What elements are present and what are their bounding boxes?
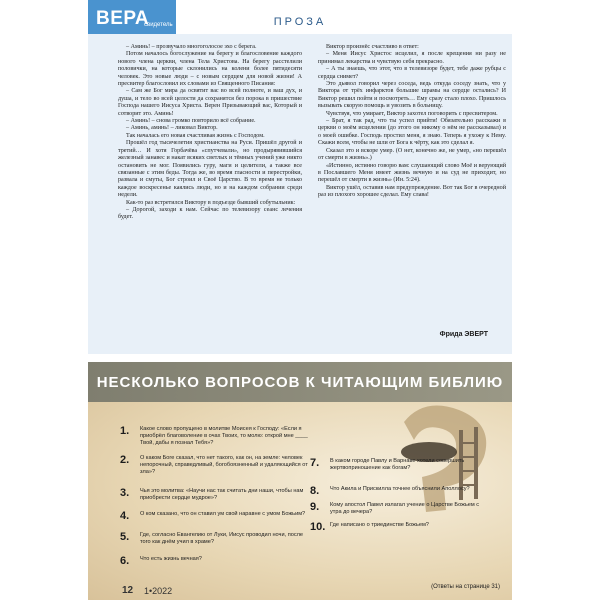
- article-paragraph: – Меня Иисус Христос исцелил, я после крещения ни разу не принимал лекарства и чувствую себя прекрасно.: [318, 51, 506, 65]
- question-text: Чья это молитва: «Научи нас так считать дни наши, чтобы нам приобрести сердце мудрое»?: [140, 488, 304, 501]
- article-block: [88, 34, 512, 354]
- logo-subtitle: свидетель: [144, 22, 173, 28]
- article-paragraph: Виктор ушёл, оставив нам предупреждение. Вот так Бог в очередной раз из плохого хорошее сделал. Ему слава!: [318, 184, 506, 199]
- question-number: 9.: [310, 501, 320, 513]
- issue-number: 1•2022: [144, 586, 173, 596]
- article-paragraph: – Дорогой, заходи к нам. Сейчас по телевизору сеанс лечения будет.: [118, 206, 302, 221]
- question-number: 2.: [120, 454, 130, 466]
- article-paragraph: – Аминь! – снова громко повторило всё собрание.: [126, 118, 256, 125]
- article-paragraph: – Аминь, аминь! – ликовал Виктор.: [126, 125, 218, 132]
- article-column-left: [118, 44, 302, 222]
- quiz-title: НЕСКОЛЬКО ВОПРОСОВ К ЧИТАЮЩИМ БИБЛИЮ: [96, 374, 504, 391]
- question-text: Где, согласно Евангелию от Луки, Иисус проводил ночи, после того как днём учил в храме?: [140, 532, 304, 545]
- question-text: О ком сказано, что он ставил ум свой наравне с умом Божьим?: [140, 511, 306, 517]
- question-number: 7.: [310, 457, 320, 469]
- article-paragraph: – Сам же Бог мира да освятит вас во всей полноте, и ваш дух, и душа, и тело во всей целости да сохранятся без порока в пришествие Господа нашего Иисуса Христа. Верен Призывающий вас, Который и сотворит это. Аминь!: [118, 88, 302, 117]
- question-number: 1.: [120, 425, 130, 437]
- article-paragraph: Прошёл год тысячелетия христианства на Руси. Пришёл другой и третий… И хотя Горбачёва «спутчевали», но продырявившийся железный занавес и накат всяких светлых и тёмных учений уже никто остановить не мог. Появились гуру, маги и целители, а также все связанные с этим беды. Тогда же, во время гласности и перестройки, развала и смуты, Бог строил и Своё Царство. В то время не только каждое воскресенье каялись люди, но и на каждом собрании среди недели.: [118, 140, 302, 199]
- article-author: Фрида ЭВЕРТ: [439, 331, 488, 338]
- question-number: 6.: [120, 555, 130, 567]
- article-paragraph: Потом началось богослужение на берегу и благословение каждого нового члена церкви, члена Тела Христова. На берегу расстелили половички, на которые склонились на колени более пятидесяти человек. Это новые люди – с новым сердцем для новой жизни! А пресвитер благословил их словами из Священного Писания:: [118, 51, 302, 88]
- question-number: 5.: [120, 531, 130, 543]
- article-paragraph: – А ты знаешь, что этот, что в телевизоре будет, тебе даже рубцы с сердца снимет?: [318, 66, 506, 80]
- article-paragraph: Сказал это и вскоре умер. (О нет, конечно же, не умер, «но перешёл от смерти в жизнь».): [318, 147, 506, 162]
- question-number: 10.: [310, 521, 326, 533]
- article-paragraph: – Аминь! – прозвучало многоголосое эхо с берега.: [126, 44, 257, 50]
- question-number: 3.: [120, 487, 130, 499]
- question-number: 8.: [310, 485, 320, 497]
- article-column-right: [318, 44, 506, 200]
- article-paragraph: Так началась его новая счастливая жизнь с Господом.: [126, 132, 265, 139]
- question-text: Кому апостол Павел излагал учение о Царстве Божьем с утра до вечера?: [330, 502, 480, 515]
- article-paragraph: – Брат, я так рад, что ты успел прийти! Обязательно расскажи в церкви о моём исцелении (до этого он никому о нём не рассказывал) и о моей ошибке. Господь простил меня, я знаю. Теперь я ухожу к Нему. Скажи всем, чтобы не шли от Бога к чёрту, как это сделал я.: [318, 118, 506, 147]
- article-paragraph: Это дьявол говорил через соседа, ведь откуда соседу знать, что у Виктора от трёх инфарктов большие шрамы на сердце остались? И Виктор решил пойти и посмотреть… Ему сразу стало плохо. Пришлось вызывать скорую помощь и увозить в больницу.: [318, 81, 506, 110]
- question-text: Какое слово пропущено в молитве Моисея к Господу: «Если я приобрёл благоволение в очах Твоих, то молю: открой мне ____ Твой, дабы я познал Тебя»?: [140, 426, 308, 446]
- section-title: ПРОЗА: [273, 16, 327, 28]
- article-paragraph: Виктор произнёс счастливо в ответ:: [326, 44, 419, 50]
- article-paragraph: Чувствуя, что умирает, Виктор захотел поговорить с пресвитером.: [326, 110, 498, 117]
- question-text: В каком городе Павлу и Варнаве хотели совершить жертвоприношение как богам?: [330, 458, 465, 471]
- question-text: Что Акила и Прискилла точнее объяснили Аполлосу?: [330, 486, 470, 492]
- question-text: О каком Боге сказал, что нет такого, как он, на земле: человек непорочный, справедливый, богобоязненный и удаляющийся от зла»?: [140, 455, 308, 475]
- answers-note: (Ответы на странице 31): [431, 584, 500, 590]
- page-number: 12: [122, 585, 134, 596]
- article-paragraph: «Истинно, истинно говорю вам: слушающий слово Моё и верующий в Пославшего Меня имеет жизнь вечную и на суд не приходит, но перешёл от смерти в жизнь» (Ин. 5:24).: [318, 162, 506, 184]
- question-text: Где написано о триединстве Божьем?: [330, 522, 429, 528]
- logo-text: ВЕРА: [96, 8, 150, 29]
- article-paragraph: Как-то раз встретился Виктору в подъезде бывший собутыльник:: [126, 199, 296, 206]
- quiz-section: [88, 362, 512, 600]
- question-number: 4.: [120, 510, 130, 522]
- quiz-banner: [88, 362, 512, 402]
- page-header: [0, 0, 600, 34]
- question-text: Что есть жизнь вечная?: [140, 556, 202, 562]
